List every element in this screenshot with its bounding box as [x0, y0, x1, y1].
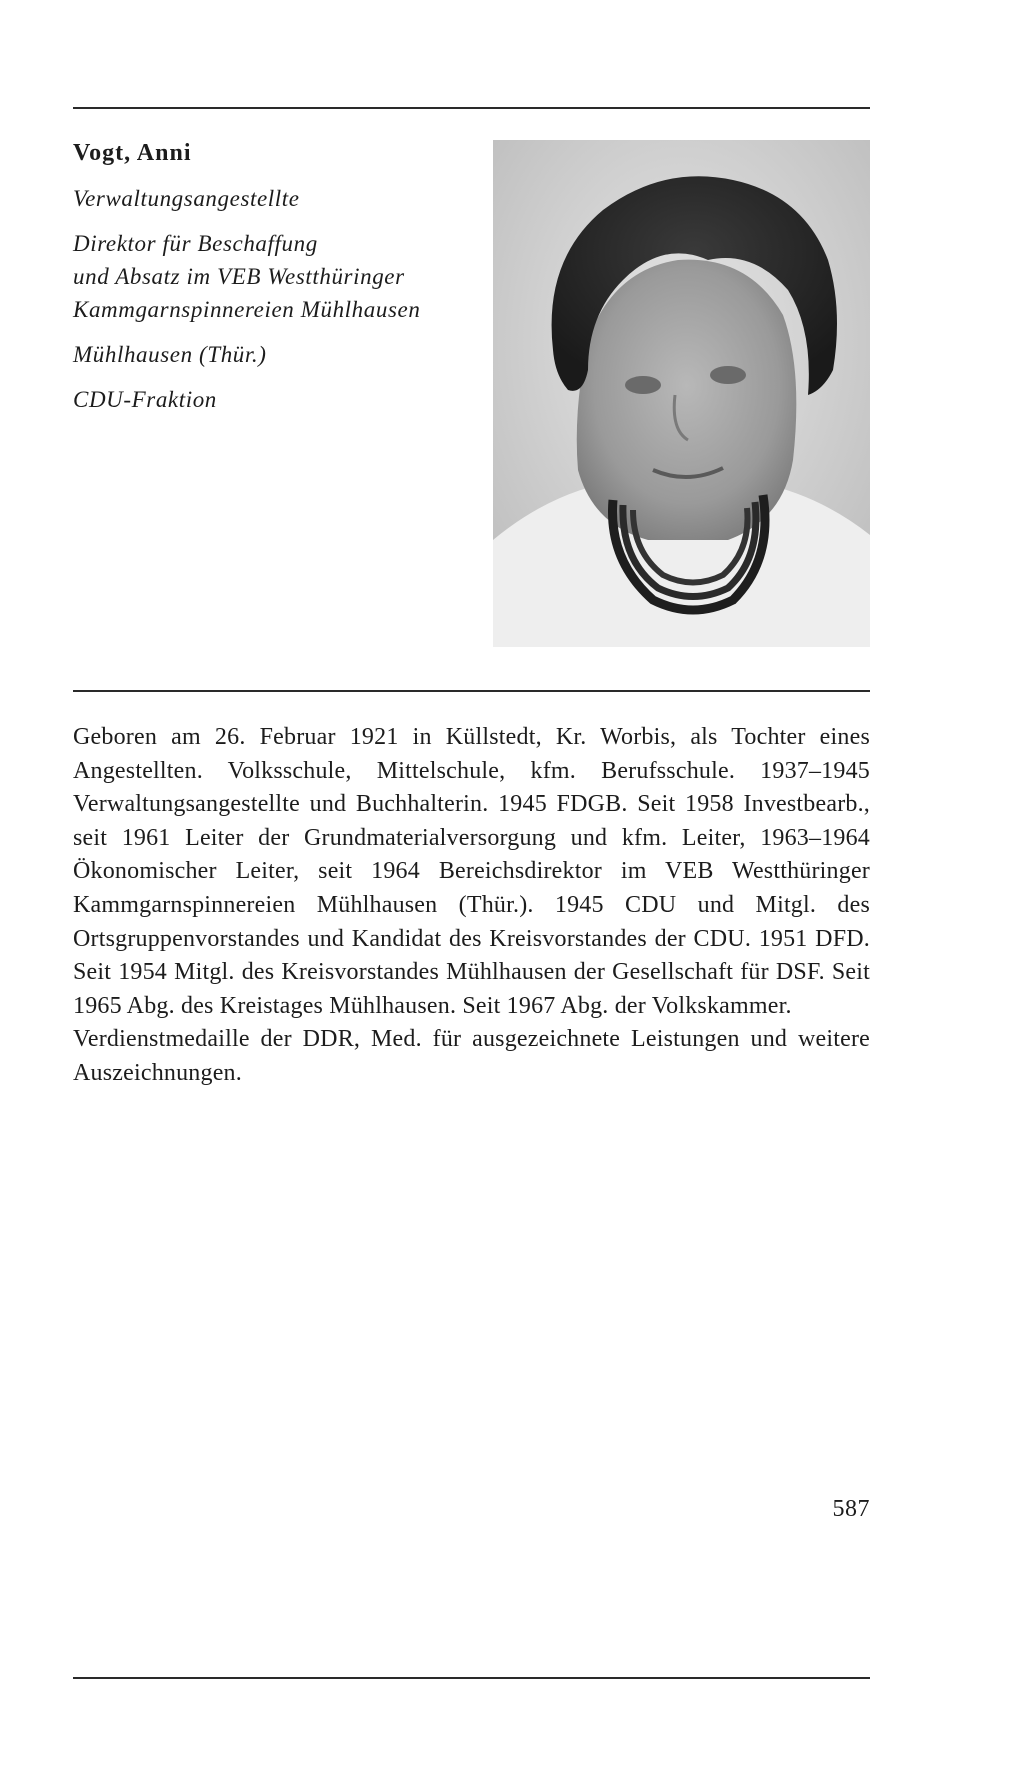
location: Mühlhausen (Thür.)	[73, 342, 267, 367]
bottom-rule	[73, 1677, 870, 1679]
position-line-3: Kammgarnspinnereien Mühlhausen	[73, 297, 421, 322]
page-number: 587	[832, 1496, 870, 1522]
middle-rule	[73, 690, 870, 692]
faction: CDU-Fraktion	[73, 387, 217, 412]
entry-header	[73, 137, 473, 416]
position-line-2: und Absatz im VEB Westthüringer	[73, 264, 405, 289]
profession: Verwaltungsangestellte	[73, 186, 300, 211]
biography	[73, 721, 870, 1091]
awards-paragraph: Verdienstmedaille der DDR, Med. für ausgezeichnete Leistungen und weitere Auszeichnungen.	[73, 1026, 870, 1086]
biography-paragraph: Geboren am 26. Februar 1921 in Küllstedt, Kr. Worbis, als Tochter eines Angestellten. Volksschule, Mittelschule, kfm. Berufsschule. 1937–1945 Verwaltungsangestellte und Buchhalterin. 1945 FDGB. Seit 1958 Investbearb., seit 1961 Leiter der Grundmaterialversorgung und kfm. Leiter, 1963–1964 Ökonomischer Leiter, seit 1964 Bereichsdirektor im VEB Westthüringer Kammgarnspinnereien Mühlhausen (Thür.). 1945 CDU und Mitgl. des Ortsgruppenvorstandes und Kandidat des Kreisvorstandes der CDU. 1951 DFD. Seit 1954 Mitgl. des Kreisvorstandes Mühlhausen der Gesellschaft für DSF. Seit 1965 Abg. des Kreistages Mühlhausen. Seit 1967 Abg. der Volkskammer.	[73, 724, 870, 1019]
position-line-1: Direktor für Beschaffung	[73, 231, 318, 256]
top-rule	[73, 107, 870, 109]
portrait-photo	[493, 140, 870, 647]
person-name: Vogt, Anni	[73, 140, 192, 166]
